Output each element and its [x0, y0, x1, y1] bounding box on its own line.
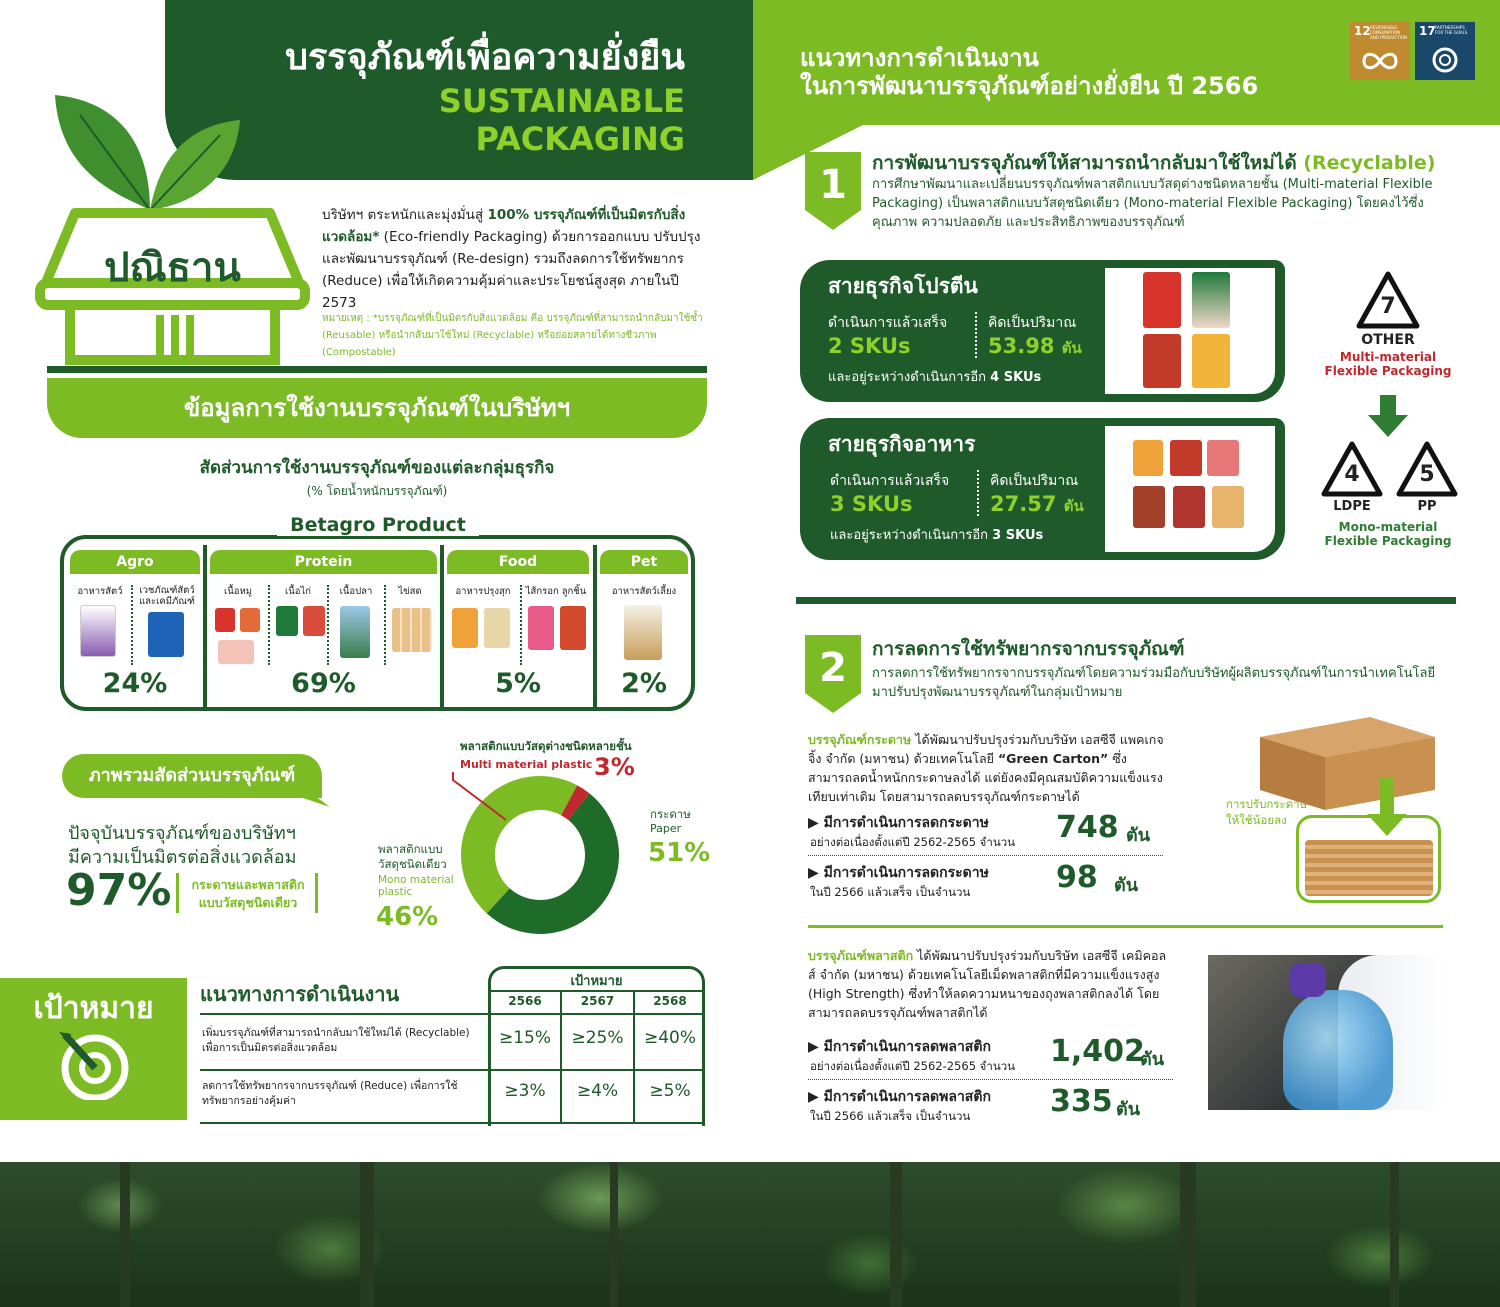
- product-thumb: [1192, 272, 1230, 328]
- section-1-number: 1: [819, 162, 847, 208]
- paper-pct: 51%: [648, 838, 711, 868]
- mono-label-en-1: Mono material: [378, 874, 454, 886]
- product-thumb: [528, 606, 554, 650]
- divider-line: [808, 925, 1443, 928]
- page-title-en-1: SUSTAINABLE: [438, 82, 685, 120]
- product-thumb: [1143, 272, 1181, 328]
- sdg-12-icon: 12 RESPONSIBLE CONSUMPTION AND PRODUCTION: [1350, 22, 1410, 80]
- leaves-icon: [50, 85, 250, 215]
- pledge-note: หมายเหตุ : *บรรจุภัณฑ์ที่เป็นมิตรกับสิ่งแวดล้อม คือ บรรจุภัณฑ์ที่สามารถนำกลับมาใช้ซ้ำ (Reusable) หรือนำกลับมาใช้ใหม่ (Recyclable) หรือย่อยสลายได้ทางชีวภาพ (Compostable): [322, 313, 703, 358]
- protein-pending: และอยู่ระหว่างดำเนินการอีก 4 SKUs: [828, 370, 1042, 385]
- plastic-paragraph: บรรจุภัณฑ์พลาสติก ได้พัฒนาปรับปรุงร่วมกับบริษัท เอสซีจี เคมิคอลส์ จำกัด (มหาชน) ด้วยเทคโนโลยีเม็ดพลาสติกที่มีความแข็งแรงสูง (High Strength) ซึ่งทำให้ลดความหนาของถุงพลาสติกลงได้ โดยสามารถลดบรรจุภัณฑ์พลาสติกได้: [808, 948, 1167, 1020]
- page-title-en-2: PACKAGING: [475, 120, 685, 158]
- plastic-bag-photo: [1208, 955, 1443, 1110]
- product-thumb: [80, 605, 116, 657]
- protein-card-title: สายธุรกิจโปรตีน: [828, 274, 978, 298]
- product-thumb: [392, 608, 432, 652]
- target-year: 2566: [508, 994, 542, 1008]
- product-thumb: [560, 606, 586, 650]
- usage-subtitle-2: (% โดยน้ำหนักบรรจุภัณฑ์): [306, 484, 448, 498]
- product-thumb: [1170, 440, 1202, 476]
- section-2-desc: การลดการใช้ทรัพยากรจากบรรจุภัณฑ์โดยความร่วมมือกับบริษัทผู้ผลิตบรรจุภัณฑ์ในการนำเทคโนโลยีมาปรับปรุงพัฒนาบรรจุภัณฑ์ในกลุ่มเป้าหมาย: [872, 666, 1436, 700]
- group-food-item: อาหารปรุงสุก: [455, 586, 511, 597]
- mono-label-en-2: plastic: [378, 886, 413, 898]
- product-thumb: [452, 608, 478, 648]
- group-divider: [593, 545, 597, 711]
- target-label: เป้าหมาย: [33, 991, 154, 1026]
- protein-vol-label: คิดเป็นปริมาณ: [988, 315, 1077, 331]
- product-thumb: [1173, 486, 1205, 528]
- group-divider: [440, 545, 444, 711]
- protein-card-images: [1105, 268, 1275, 394]
- recycle-5-number: 5: [1419, 462, 1435, 487]
- product-thumb: [1212, 486, 1244, 528]
- product-thumb: [340, 606, 370, 658]
- product-thumb: [1133, 440, 1163, 476]
- recycle-mono-1: Mono-material: [1338, 520, 1438, 534]
- target-value: ≥5%: [649, 1081, 691, 1101]
- recycle-7-number: 7: [1380, 294, 1396, 319]
- target-value: ≥15%: [498, 1028, 552, 1048]
- recycle-multi-1: Multi-material: [1339, 350, 1437, 364]
- product-thumb: [1143, 334, 1181, 388]
- food-pending: และอยู่ระหว่างดำเนินการอีก 3 SKUs: [830, 528, 1044, 543]
- section-2-number: 2: [819, 645, 847, 691]
- group-agro-item: อาหารสัตว์: [77, 586, 123, 597]
- pledge-text: บริษัทฯ ตระหนักและมุ่งมั่นสู่ 100% บรรจุภัณฑ์ที่เป็นมิตรกับสิ่งแวดล้อม* (Eco-friendly Packaging) ด้วยการออกแบบ ปรับปรุง และพัฒนาบรรจุภัณฑ์ (Re-design) รวมถึงลดการใช้ทรัพยากร (Reduce) เพื่อให้เกิดความคุ้มค่าและประโยชน์สูงสุด ภายในปี 2573: [322, 207, 701, 311]
- recycle-4-number: 4: [1344, 462, 1360, 487]
- group-protein-item: เนื้อปลา: [339, 586, 373, 597]
- product-thumb: [1207, 440, 1239, 476]
- paper-label-th: กระดาษ: [650, 807, 691, 821]
- multi-label-en: Multi material plastic: [460, 758, 593, 771]
- product-thumb: [303, 606, 325, 636]
- mono-label-th-1: พลาสติกแบบ: [378, 842, 443, 856]
- group-protein-item: เนื้อไก่: [285, 586, 311, 597]
- food-done-value: 3 SKUs: [830, 492, 913, 516]
- product-thumb: [215, 608, 235, 632]
- cardboard-layers: [1305, 840, 1433, 896]
- group-pet-item: อาหารสัตว์เลี้ยง: [611, 586, 677, 597]
- plastic-row: ▶ มีการดำเนินการลดพลาสติก ในปี 2566 แล้วเสร็จ เป็นจำนวน 335 ตัน: [808, 1084, 1140, 1123]
- product-thumb: [1192, 334, 1230, 388]
- plastic-row: ▶ มีการดำเนินการลดพลาสติก อย่างต่อเนื่องตั้งแต่ปี 2562-2565 จำนวน 1,402 ตัน: [808, 1036, 1173, 1080]
- protein-done-label: ดำเนินการแล้วเสร็จ: [828, 315, 948, 331]
- forest-footer-image: [0, 1162, 1500, 1307]
- group-agro-header: Agro: [70, 550, 200, 574]
- group-food-item: ไส้กรอก ลูกชิ้น: [525, 586, 587, 597]
- target-year: 2568: [653, 994, 687, 1008]
- usage-banner: ข้อมูลการใช้งานบรรจุภัณฑ์ในบริษัทฯ: [47, 378, 707, 438]
- overview-bracket-2: แบบวัสดุชนิดเดียว: [198, 895, 298, 910]
- recycle-mono-2: Flexible Packaging: [1324, 534, 1452, 548]
- right-title-2: ในการพัฒนาบรรจุภัณฑ์อย่างยั่งยืน ปี 2566: [800, 72, 1259, 100]
- group-protein-pct: 69%: [291, 668, 356, 699]
- recycle-multi-2: Flexible Packaging: [1324, 364, 1452, 378]
- food-card-title: สายธุรกิจอาหาร: [828, 432, 976, 456]
- product-frame-title: Betagro Product: [277, 514, 479, 536]
- protein-done-value: 2 SKUs: [828, 334, 911, 358]
- target-value: ≥40%: [643, 1028, 697, 1048]
- mono-label-th-2: วัสดุชนิดเดียว: [378, 857, 447, 871]
- group-pet-pct: 2%: [621, 668, 667, 699]
- paper-label-en: Paper: [650, 822, 682, 835]
- arrow-down-icon: [1367, 778, 1407, 836]
- group-divider: [203, 545, 207, 711]
- section-1-title: การพัฒนาบรรจุภัณฑ์ให้สามารถนำกลับมาใช้ใหม่ได้ (Recyclable): [872, 152, 1436, 174]
- food-done-label: ดำเนินการแล้วเสร็จ: [830, 473, 950, 489]
- tag-tail: [300, 785, 332, 809]
- product-thumb: [276, 606, 298, 636]
- overview-line-2: มีความเป็นมิตรต่อสิ่งแวดล้อม: [68, 847, 297, 868]
- mono-pct: 46%: [376, 902, 439, 932]
- page-title-th: บรรจุภัณฑ์เพื่อความยั่งยืน: [285, 37, 685, 78]
- overview-pct: 97%: [66, 865, 172, 916]
- paper-paragraph: บรรจุภัณฑ์กระดาษ ได้พัฒนาปรับปรุงร่วมกับบริษัท เอสซีจี แพคเกจจิ้ง จำกัด (มหาชน) ด้วยเทคโนโลยี “Green Carton” ซึ่งสามารถลดน้ำหนักกระดาษลงได้ แต่ยังคงมีคุณสมบัติความแข็งแรงเทียบเท่าเดิม โดยสามารถลดบรรจุภัณฑ์กระดาษได้: [808, 732, 1164, 804]
- multi-pointer: [448, 770, 518, 830]
- recycle-ldpe-label: LDPE: [1333, 499, 1371, 514]
- target-value: ≥25%: [571, 1028, 624, 1048]
- recycle-pp-label: PP: [1417, 499, 1437, 514]
- recycle-other-label: OTHER: [1361, 332, 1415, 348]
- target-value: ≥3%: [504, 1081, 546, 1101]
- group-food-header: Food: [447, 550, 589, 574]
- overview-line-1: ปัจจุบันบรรจุภัณฑ์ของบริษัทฯ: [68, 823, 296, 844]
- sdg-17-icon: 17 PARTNERSHIPS FOR THE GOALS: [1415, 22, 1475, 80]
- group-protein-header: Protein: [210, 550, 437, 574]
- pledge-badge: ปณิธาน: [104, 245, 241, 291]
- right-title-1: แนวทางการดำเนินงาน: [800, 44, 1039, 72]
- target-year-head: เป้าหมาย: [570, 974, 623, 989]
- multi-pct: 3%: [594, 753, 635, 781]
- section-divider: [796, 597, 1456, 604]
- group-agro-item: เวชภัณฑ์สัตว์ และเคมีภัณฑ์: [139, 585, 195, 607]
- box-label-2: ให้ใช้น้อยลง: [1226, 813, 1287, 827]
- product-thumb: [624, 605, 662, 660]
- group-food-pct: 5%: [495, 668, 541, 699]
- group-pet-header: Pet: [600, 550, 688, 574]
- paper-row: ▶ มีการดำเนินการลดกระดาษ ในปี 2566 แล้วเสร็จ เป็นจำนวน 98 ตัน: [808, 860, 1138, 899]
- target-value: ≥4%: [576, 1081, 619, 1101]
- divider-line: [47, 366, 707, 373]
- section-1-desc: การศึกษาพัฒนาและเปลี่ยนบรรจุภัณฑ์พลาสติกแบบวัสดุต่างชนิดหลายชั้น (Multi-material Flexible Packaging) เป็นพลาสติกแบบวัสดุชนิดเดียว (Mono-material Flexible Packaging) โดยคงไว้ซึ่งคุณภาพ ความปลอดภัย และประสิทธิภาพของบรรจุภัณฑ์: [872, 177, 1433, 230]
- product-thumb: [1133, 486, 1165, 528]
- target-row-text: เพิ่มบรรจุภัณฑ์ที่สามารถนำกลับมาใช้ใหม่ได้ (Recyclable) เพื่อการเป็นมิตรต่อสิ่งแวดล้อม: [202, 1027, 470, 1054]
- food-vol-label: คิดเป็นปริมาณ: [990, 473, 1079, 489]
- overview-tag: ภาพรวมสัดส่วนบรรจุภัณฑ์: [62, 754, 322, 798]
- arrow-down-icon: [1368, 395, 1408, 437]
- donut-slice: [569, 800, 579, 806]
- product-thumb: [484, 608, 510, 648]
- group-agro-pct: 24%: [102, 668, 168, 699]
- product-thumb: [240, 608, 260, 632]
- overview-bracket-1: กระดาษและพลาสติก: [191, 877, 305, 892]
- usage-subtitle: สัดส่วนการใช้งานบรรจุภัณฑ์ของแต่ละกลุ่มธุรกิจ: [199, 458, 555, 478]
- protein-vol-value: 53.98 ตัน: [988, 334, 1082, 358]
- box-label-1: การปรับกระดาษ: [1226, 797, 1308, 811]
- group-protein-item: เนื้อหมู: [224, 586, 252, 597]
- food-vol-value: 27.57 ตัน: [990, 492, 1084, 516]
- product-thumb: [218, 640, 254, 664]
- target-year: 2567: [580, 994, 615, 1008]
- product-thumb: [148, 612, 184, 657]
- multi-label-th: พลาสติกแบบวัสดุต่างชนิดหลายชั้น: [460, 739, 632, 753]
- section-2-title: การลดการใช้ทรัพยากรจากบรรจุภัณฑ์: [872, 638, 1185, 660]
- paper-row: ▶ มีการดำเนินการลดกระดาษ อย่างต่อเนื่องตั้งแต่ปี 2562-2565 จำนวน 748 ตัน: [808, 812, 1163, 856]
- group-protein-item: ไข่สด: [398, 586, 422, 597]
- target-row-text: ลดการใช้ทรัพยากรจากบรรจุภัณฑ์ (Reduce) เพื่อการใช้ทรัพยากรอย่างคุ้มค่า: [202, 1080, 458, 1107]
- target-col-head: แนวทางการดำเนินงาน: [200, 982, 400, 1006]
- target-icon: [55, 1030, 135, 1100]
